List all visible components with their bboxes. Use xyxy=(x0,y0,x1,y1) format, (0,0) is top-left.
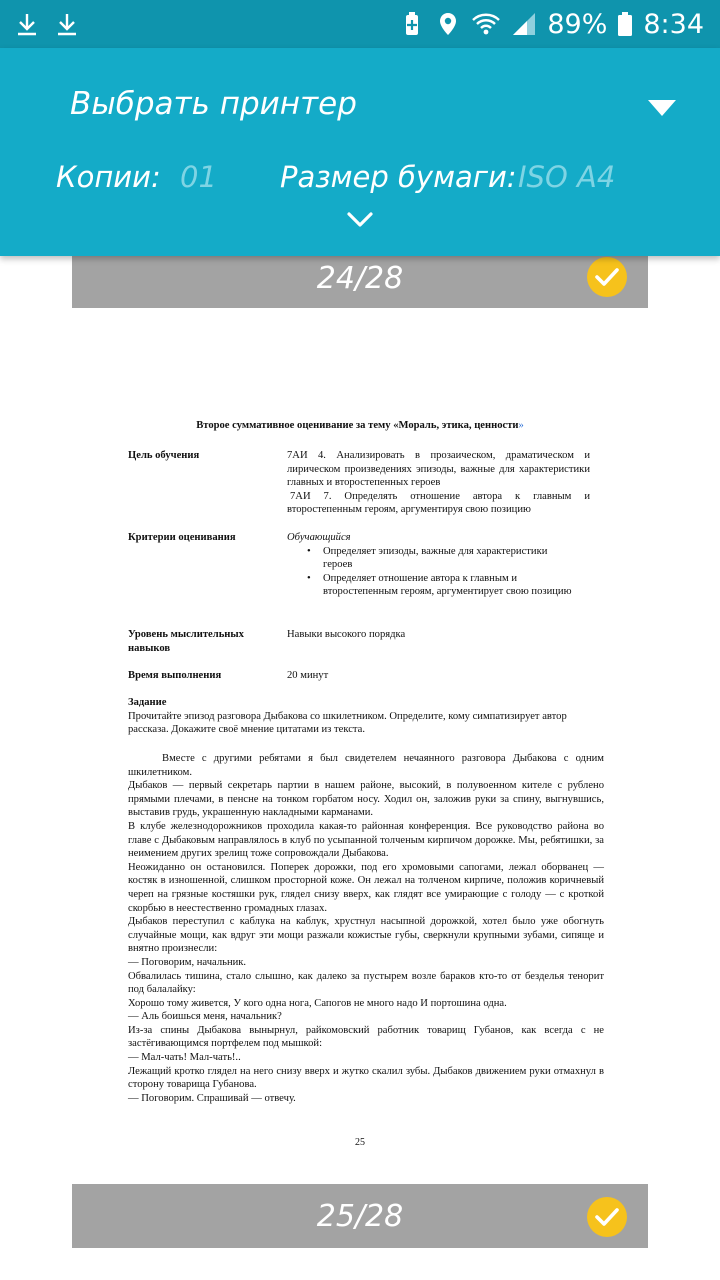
story-paragraph: — Поговорим. Спрашивай — отвечу. xyxy=(128,1092,296,1104)
criteria-value xyxy=(287,531,577,599)
check-circle-icon[interactable] xyxy=(586,1196,628,1238)
story-paragraph: — Мал-чать! Мал-чать!.. xyxy=(128,1052,241,1064)
paper-size-label: Размер бумаги: xyxy=(280,160,517,194)
level-label: Уровень мыслительных навыков xyxy=(128,629,244,654)
story-paragraph: Дыбаков — первый секретарь партии в нашем районе, высокий, в полувоенном кителе с рублено прямыми плечами, в пенсне на тонком горбатом носу. Ходил он, заложив руки за спину, выгнувшись, выставив грудь, украшенную накладными карманами. xyxy=(128,780,604,819)
goal-value xyxy=(287,449,590,517)
select-printer-dropdown[interactable]: Выбрать принтер xyxy=(70,86,357,122)
chevron-down-icon[interactable] xyxy=(345,208,375,232)
story-paragraph: Хорошо тому живется, У кого одна нога, Сапогов не много надо И портошина одна. xyxy=(128,997,507,1009)
download-icon xyxy=(54,11,80,37)
battery-saver-icon xyxy=(399,11,425,37)
story-paragraph: — Аль боишься меня, начальник? xyxy=(128,1011,282,1023)
story-text xyxy=(128,752,604,1105)
story-paragraph: В клубе железнодорожников проходила какая-то районная конференция. Все руководство района во главе с Дыбаковым направлялось в клуб по усыпанной толченым кирпичом дорожке. Мы, ребятишки, за неимением других зрелищ тоже сопровождали Дыбакова. xyxy=(128,820,604,860)
dropdown-arrow-icon[interactable] xyxy=(648,100,676,116)
print-options-header xyxy=(0,48,720,256)
signal-icon xyxy=(511,11,537,37)
check-circle-icon[interactable] xyxy=(586,256,628,298)
copies-value[interactable]: 01 xyxy=(180,160,217,194)
status-bar-right xyxy=(399,9,704,40)
story-paragraph: — Поговорим, начальник. xyxy=(128,956,247,968)
goal-text-1: 7АИ 4. Анализировать в прозаическом, драматическом и лирическом произведениях эпизоды, важные для характеристики главных и второстепенных героев xyxy=(287,450,590,489)
criteria-head: Обучающийся xyxy=(287,532,351,543)
story-paragraph: Обвалилась тишина, стало слышно, как далеко за пустырем возле бараков кто-то от безделья тенорит под балалайку: xyxy=(128,970,604,996)
goal-label: Цель обучения xyxy=(128,450,200,461)
criteria-item: • Определяет отношение автора к главным и второстепенным героям, аргументирует свою позицию xyxy=(287,572,577,599)
document-page-preview[interactable] xyxy=(72,352,648,1184)
paper-size-value[interactable]: ISO A4 xyxy=(518,160,616,194)
level-value: Навыки высокого порядка xyxy=(287,629,406,640)
battery-icon xyxy=(617,11,633,37)
criteria-list xyxy=(287,545,577,599)
document-title-text: Второе суммативное оценивание за тему «Мораль, этика, ценности xyxy=(196,420,519,431)
status-bar xyxy=(0,0,720,48)
task-block xyxy=(128,696,590,737)
copies-label: Копии: xyxy=(56,160,161,194)
story-paragraph: Из-за спины Дыбакова вынырнул, райкомовский работник товарищ Губанов, как всегда с не застёгивающимся портфелем под мышкой: xyxy=(128,1024,604,1050)
download-icon xyxy=(14,11,40,37)
battery-percent: 89% xyxy=(547,8,608,40)
document-title xyxy=(72,419,648,433)
story-paragraph: Вместе с другими ребятами я был свидетелем нечаянного разговора Дыбакова с одним шкилетником. xyxy=(128,753,604,778)
status-bar-left xyxy=(14,11,80,37)
task-text: Прочитайте эпизод разговора Дыбакова со шкилетником. Определите, кому симпатизирует автор рассказа. Докажите своё мнение цитатами из текста. xyxy=(128,710,567,736)
story-paragraph: Дыбаков переступил с каблука на каблук, хрустнул насыпной дорожкой, хотел было уже обогнуть случайные мощи, как вдруг эти мощи разжали кожистые губы, сверкнули крупными зубами, сипяще и внятно произнесли: xyxy=(128,916,604,955)
criteria-label: Критерии оценивания xyxy=(128,532,236,543)
page-25-footer[interactable] xyxy=(72,1184,648,1248)
story-paragraph: Лежащий кротко глядел на него снизу вверх и жутко скалил зубы. Дыбаков движением руки отмахнул в сторону товарища Губанова. xyxy=(128,1065,604,1091)
clock: 8:34 xyxy=(643,8,704,40)
location-icon xyxy=(435,11,461,37)
document-title-quote: » xyxy=(518,420,524,431)
time-value: 20 минут xyxy=(287,670,329,681)
criteria-item: • Определяет эпизоды, важные для характеристики героев xyxy=(287,545,577,572)
wifi-icon xyxy=(471,11,501,37)
task-head: Задание xyxy=(128,697,167,708)
page-24-number: 24/28 xyxy=(316,260,404,296)
time-label: Время выполнения xyxy=(128,670,222,681)
goal-text-2: 7АИ 7. Определять отношение автора к главным и второстепенным героям, аргументируя свою позицию xyxy=(287,490,590,516)
document-page-number: 25 xyxy=(355,1137,365,1148)
story-paragraph: Неожиданно он остановился. Поперек дорожки, под его хромовыми сапогами, лежал оборванец — костяк в изношенной, слишком просторной коже. Он лежал на толченом кирпиче, положив коричневый череп на грязные костяшки рук, глядел снизу вверх, как глядят все умирающие с голоду — с кроткой скорбью в неестественно громадных глазах. xyxy=(128,861,604,914)
page-25-number: 25/28 xyxy=(316,1198,404,1234)
